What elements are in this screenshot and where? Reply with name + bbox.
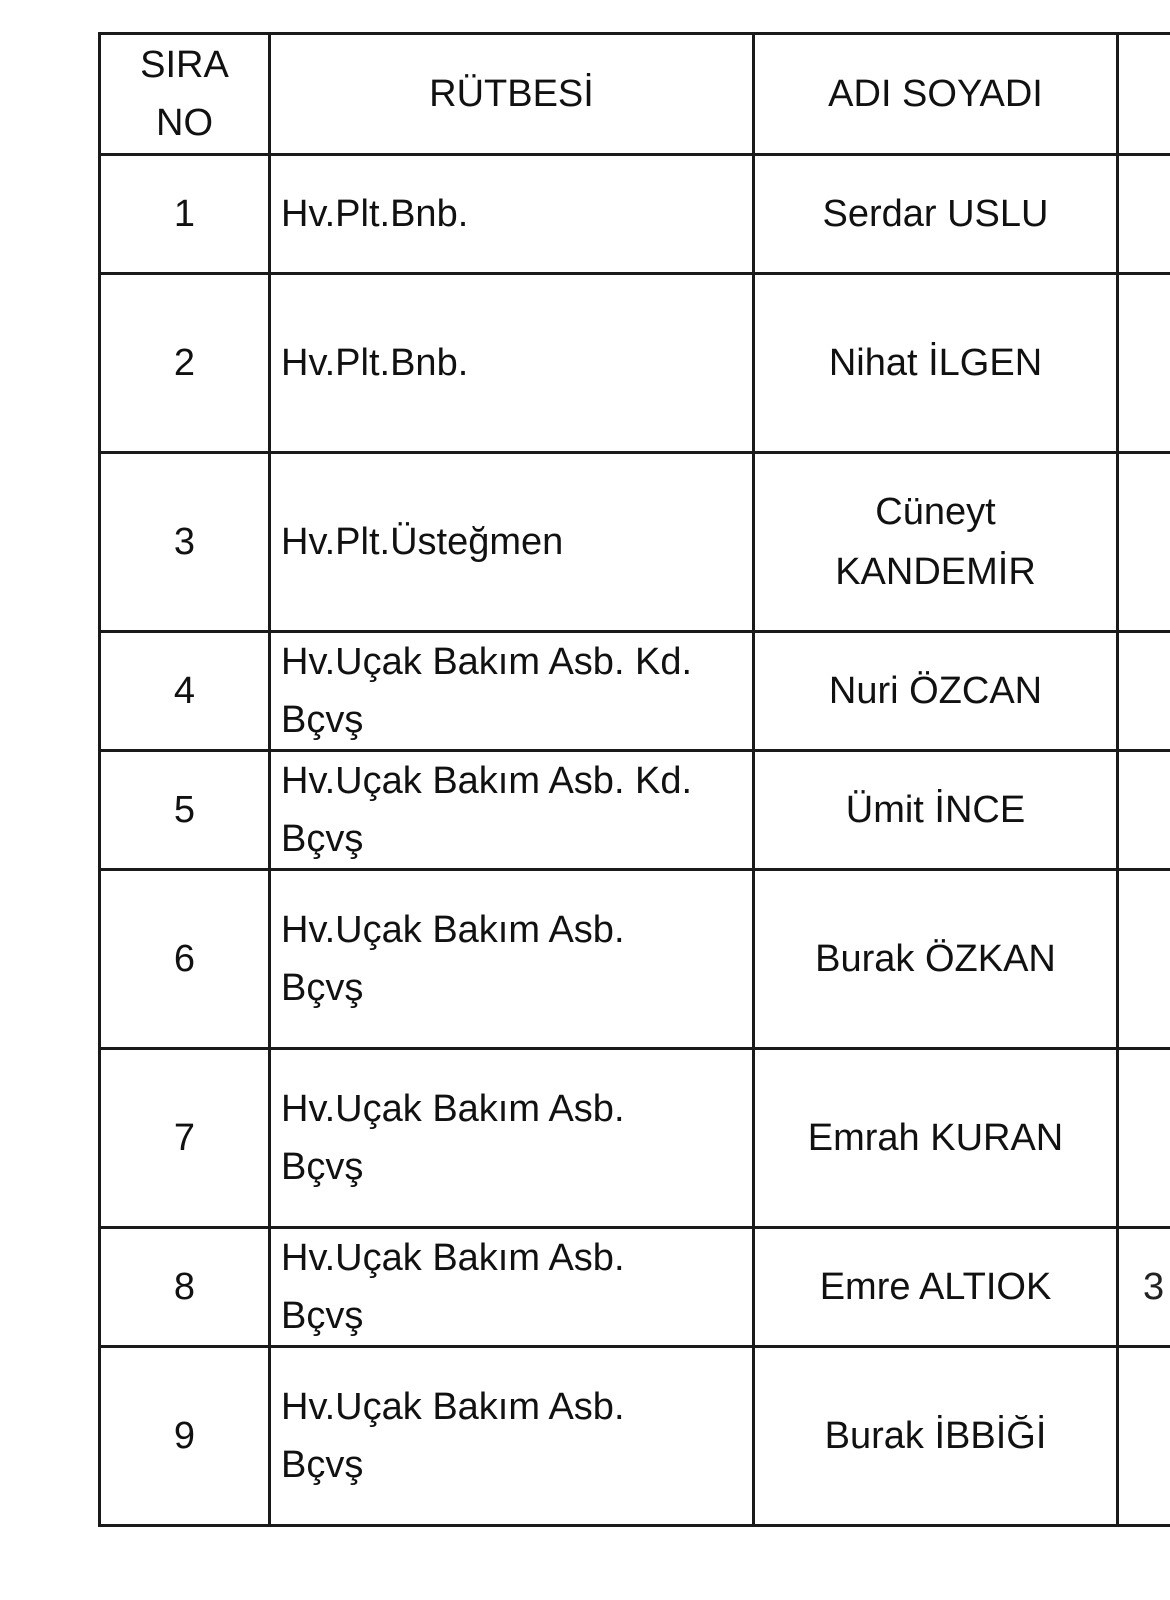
row-rank: Hv.Uçak Bakım Asb. Bçvş bbox=[270, 1049, 754, 1228]
row-cut-off-cell bbox=[1118, 751, 1170, 870]
row-rank: Hv.Uçak Bakım Asb. Kd. Bçvş bbox=[270, 751, 754, 870]
row-number: 8 bbox=[100, 1228, 270, 1347]
table-header-row bbox=[100, 34, 1170, 155]
header-cut-off-column bbox=[1118, 34, 1170, 155]
row-name: Burak İBBİĞİ bbox=[754, 1347, 1118, 1526]
row-rank: Hv.Plt.Üsteğmen bbox=[270, 453, 754, 632]
row-name: Serdar USLU bbox=[754, 155, 1118, 274]
table-row bbox=[100, 1049, 1170, 1228]
table-row bbox=[100, 274, 1170, 453]
row-cut-off-cell bbox=[1118, 453, 1170, 632]
header-adi-soyadi: ADI SOYADI bbox=[754, 34, 1118, 155]
row-cut-off-cell bbox=[1118, 632, 1170, 751]
cut-off-value: 3 bbox=[1143, 1266, 1165, 1308]
row-name: Nihat İLGEN bbox=[754, 274, 1118, 453]
table-row bbox=[100, 1347, 1170, 1526]
row-name: Emre ALTIOK bbox=[754, 1228, 1118, 1347]
row-number: 4 bbox=[100, 632, 270, 751]
row-cut-off-cell bbox=[1118, 870, 1170, 1049]
table-row bbox=[100, 453, 1170, 632]
personnel-table bbox=[98, 32, 1170, 1527]
row-number: 2 bbox=[100, 274, 270, 453]
row-name: Burak ÖZKAN bbox=[754, 870, 1118, 1049]
row-rank: Hv.Uçak Bakım Asb. Bçvş bbox=[270, 870, 754, 1049]
row-rank: Hv.Uçak Bakım Asb. Bçvş bbox=[270, 1347, 754, 1526]
row-cut-off-cell bbox=[1118, 1347, 1170, 1526]
row-name: Nuri ÖZCAN bbox=[754, 632, 1118, 751]
row-cut-off-cell bbox=[1118, 1049, 1170, 1228]
row-cut-off-cell bbox=[1118, 274, 1170, 453]
row-rank: Hv.Uçak Bakım Asb. Bçvş bbox=[270, 1228, 754, 1347]
row-number: 6 bbox=[100, 870, 270, 1049]
row-name: Cüneyt KANDEMİR bbox=[754, 453, 1118, 632]
table-row bbox=[100, 751, 1170, 870]
row-rank: Hv.Plt.Bnb. bbox=[270, 274, 754, 453]
row-cut-off-cell bbox=[1118, 1228, 1170, 1347]
row-rank: Hv.Uçak Bakım Asb. Kd. Bçvş bbox=[270, 632, 754, 751]
row-number: 5 bbox=[100, 751, 270, 870]
table-row bbox=[100, 632, 1170, 751]
row-name: Ümit İNCE bbox=[754, 751, 1118, 870]
header-rutbesi: RÜTBESİ bbox=[270, 34, 754, 155]
row-number: 9 bbox=[100, 1347, 270, 1526]
row-number: 3 bbox=[100, 453, 270, 632]
row-number: 1 bbox=[100, 155, 270, 274]
row-rank: Hv.Plt.Bnb. bbox=[270, 155, 754, 274]
table-row bbox=[100, 870, 1170, 1049]
table-row bbox=[100, 1228, 1170, 1347]
row-cut-off-cell bbox=[1118, 155, 1170, 274]
row-name: Emrah KURAN bbox=[754, 1049, 1118, 1228]
header-sira-no: SIRA NO bbox=[100, 34, 270, 155]
table-row bbox=[100, 155, 1170, 274]
row-number: 7 bbox=[100, 1049, 270, 1228]
